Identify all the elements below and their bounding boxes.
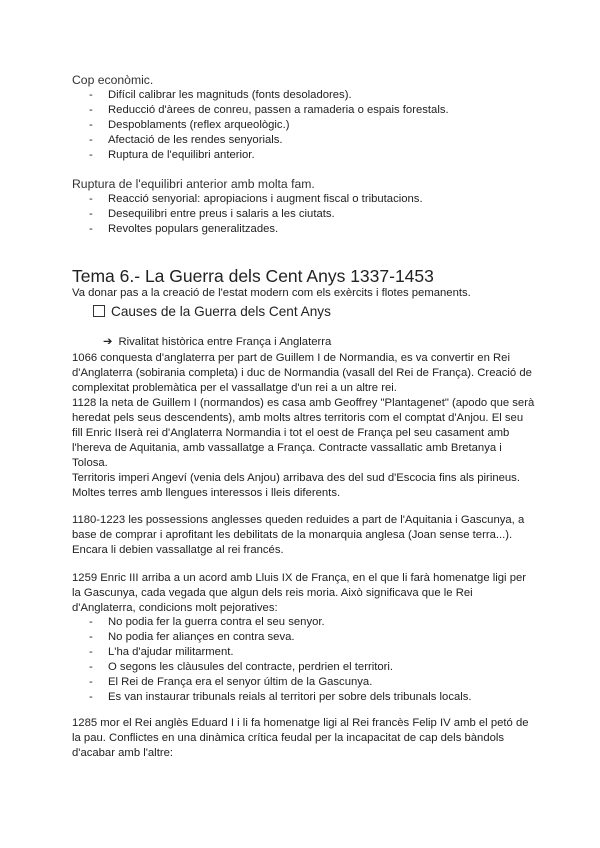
section-heading-ruptura: Ruptura de l'equilibri anterior amb molta fam.	[72, 177, 315, 191]
list-item: - Es van instaurar tribunals reials al territori per sobre dels tribunals locals.	[89, 691, 472, 703]
list-item: - Reacció senyorial: apropiacions i augment fiscal o tributacions.	[89, 193, 423, 205]
bullet-list-condicions	[89, 615, 472, 705]
list-item: - Reducció d'àrees de conreu, passen a ramaderia o espais forestals.	[89, 104, 449, 116]
arrow-item-label: Rivalitat històrica entre França i Anglaterra	[118, 336, 332, 348]
list-item: - O segons les clàusules del contracte, perdrien el territori.	[89, 661, 394, 673]
list-item: - Difícil calibrar les magnituds (fonts desoladores).	[89, 89, 352, 101]
list-item: - Afectació de les rendes senyorials.	[89, 134, 283, 146]
checkbox-item-causes	[93, 303, 331, 321]
list-item: - Revoltes populars generalitzades.	[89, 223, 279, 235]
checkbox-icon[interactable]	[93, 305, 105, 317]
arrow-item-rivalitat	[103, 335, 331, 350]
list-item: - Desequilibri entre preus i salaris a les ciutats.	[89, 208, 335, 220]
tema-intro: Va donar pas a la creació de l'estat modern com els exèrcits i flotes pemanents.	[72, 287, 471, 299]
paragraph-1066-1128: 1066 conquesta d'anglaterra per part de Guillem I de Normandia, es va convertir en Rei d'Anglaterra (sobirania completa) i duc de Normandia (vasall del Rei de França). Creació de complexitat problemàtica per el vassallatge d'un rei a un altre rei. 1128 la neta de Guillem I (normandos) es casa amb Geoffrey "Plantagenet" (apodo que serà heredat pels seus descendents), amb molts altres territoris com el comptat d'Anjou. El seu fill Enric IIserà rei d'Anglaterra Normandia i tot el oest de França pel seu casament amb l'hereva de Aquitania, amb vassallatge a França. Contracte vassallatic amb Bretanya i Tolosa. Territoris imperi Angeví (venia dels Anjou) arribava des del sud d'Escocia fins als pirineus. Moltes terres amb llengues interessos i lleis diferents.	[72, 352, 535, 499]
paragraph-1180-1223: 1180-1223 les possessions anglesses queden reduides a part de l'Aquitania i Gascunya, a base de comprar i aprofitant les debilitats de la monarquia anglesa (Joan sense terra...). Encara li debien vassallatge al rei francés.	[72, 514, 525, 556]
list-item: - Despoblaments (reflex arqueològic.)	[89, 119, 290, 131]
paragraph-1259: 1259 Enric III arriba a un acord amb Lluis IX de França, en el que li farà homenatge ligi per la Gascunya, cada vegada que algun dels reis moria. Això significava que le Rei d'Anglaterra, condicions molt pejoratives:	[72, 572, 527, 614]
page-title: Tema 6.- La Guerra dels Cent Anys 1337-1453	[72, 266, 434, 286]
list-item: - L'ha d'ajudar militarment.	[89, 646, 234, 658]
bullet-list-cop-economic	[89, 88, 449, 163]
list-item: - El Rei de França era el senyor últim de la Gascunya.	[89, 676, 373, 688]
list-item: - Ruptura de l'equilibri anterior.	[89, 149, 255, 161]
arrow-right-icon: ➔	[103, 336, 113, 348]
list-item: - No podia fer aliançes en contra seva.	[89, 631, 295, 643]
list-item: - No podia fer la guerra contra el seu senyor.	[89, 616, 325, 628]
checkbox-label: Causes de la Guerra dels Cent Anys	[111, 304, 331, 319]
section-heading-cop-economic: Cop econòmic.	[72, 73, 154, 87]
paragraph-1285: 1285 mor el Rei anglès Eduard I i li fa homenatge ligi al Rei francès Felip IV amb el petó de la pau. Conflictes en una dinàmica crítica feudal per la incapacitat de cap dels bàndols d'acabar amb l'altre:	[72, 717, 529, 759]
bullet-list-ruptura	[89, 192, 423, 237]
